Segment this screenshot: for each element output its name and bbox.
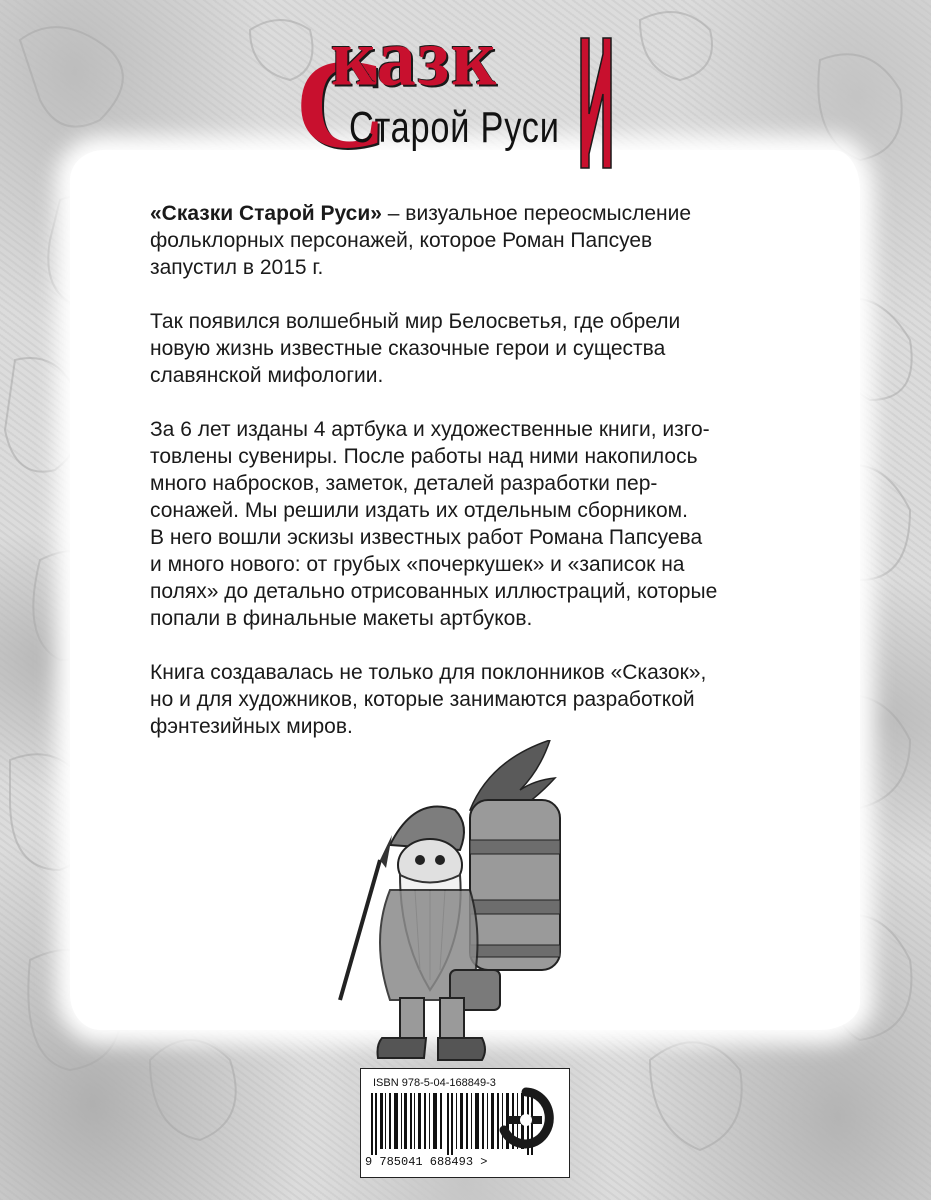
blurb-line: много набросков, заметок, деталей разработки пер- <box>150 472 658 495</box>
logo-line1: казк <box>331 10 499 103</box>
dwarf-illustration <box>320 740 620 1070</box>
blurb-line: новую жизнь известные сказочные герои и существа <box>150 337 666 360</box>
blurb-text <box>150 200 760 767</box>
blurb-line: фэнтезийных миров. <box>150 715 353 738</box>
blurb-line: товлены сувениры. После работы над ними накопилось <box>150 445 698 468</box>
eksmo-e-logo-icon <box>496 1086 556 1150</box>
blurb-paragraph <box>150 200 760 281</box>
blurb-line: попали в финальные макеты артбуков. <box>150 607 533 630</box>
blurb-line: славянской мифологии. <box>150 364 384 387</box>
blurb-line: сонажей. Мы решили издать их отдельным сборником. <box>150 499 688 522</box>
blurb-line: но и для художников, которые занимаются разработкой <box>150 688 695 711</box>
blurb-line: запустил в 2015 г. <box>150 256 324 279</box>
blurb-paragraph <box>150 416 760 632</box>
isbn-label: ISBN 978-5-04-168849-3 <box>373 1077 496 1089</box>
blurb-line: В него вошли эскизы известных работ Романа Папсуева <box>150 526 703 549</box>
logo-line2: Старой Руси <box>349 103 560 152</box>
blurb-line: фольклорных персонажей, которое Роман Папсуев <box>150 229 653 252</box>
blurb-paragraph <box>150 308 760 389</box>
blurb-line: За 6 лет изданы 4 артбука и художественные книги, изго- <box>150 418 710 441</box>
blurb-line: Так появился волшебный мир Белосветья, где обрели <box>150 310 681 333</box>
blurb-line: Книга создавалась не только для поклонников «Сказок», <box>150 661 707 684</box>
blurb-paragraph <box>150 659 760 740</box>
ean-number: 9 785041 688493 > <box>365 1155 488 1169</box>
blurb-line: полях» до детально отрисованных иллюстраций, которые <box>150 580 718 603</box>
blurb-line: «Сказки Старой Руси» – визуальное переосмысление <box>150 202 692 225</box>
blurb-line: и много нового: от грубых «почеркушек» и «записок на <box>150 553 685 576</box>
logo-big-letter: С <box>295 33 388 175</box>
logo-big-end-letter <box>577 34 613 172</box>
series-logo <box>295 10 615 175</box>
